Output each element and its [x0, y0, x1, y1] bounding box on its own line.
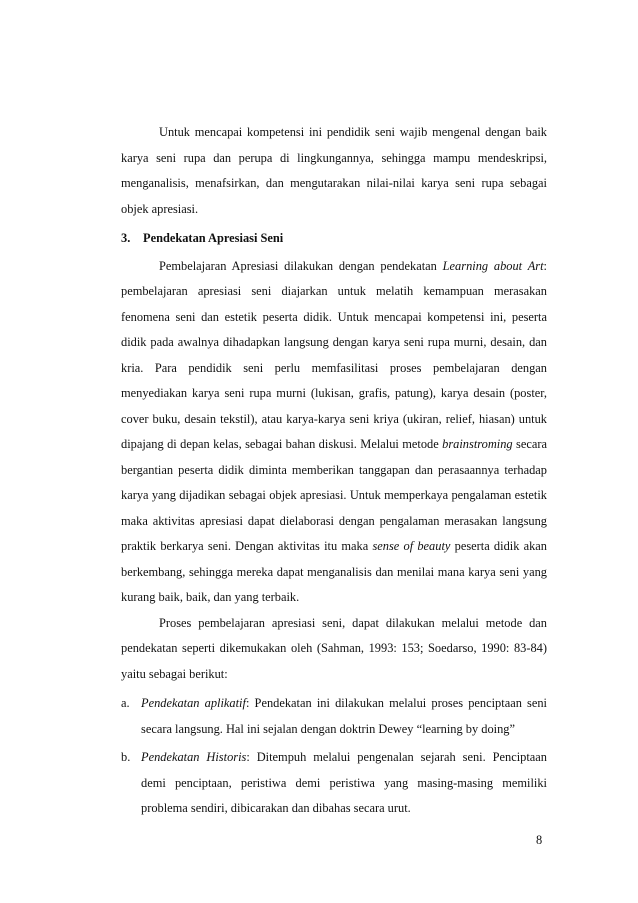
list-marker: a.	[121, 696, 130, 710]
intro-paragraph: Untuk mencapai kompetensi ini pendidik seni wajib mengenal dengan baik karya seni rupa dan perupa di lingkungannya, sehingga mampu mendeskripsi, menganalisis, menafsirkan, dan mengutarakan nilai-nilai karya seni rupa sebagai objek apresiasi.	[121, 125, 547, 216]
section-paragraph-1	[121, 254, 547, 611]
paragraph-text: secara bergantian peserta didik diminta memberikan tanggapan dan perasaannya terhadap karya yang dijadikan sebagai objek apresiasi. Untuk memperkaya pengalaman estetik maka aktivitas apresiasi dapat dielaborasi dengan pengalaman merasakan langsung praktik berkarya seni. Dengan aktivitas itu maka	[121, 437, 547, 553]
list-marker: b.	[121, 750, 131, 764]
list-item-text	[141, 745, 547, 822]
list-item-term: Pendekatan aplikatif	[141, 696, 246, 710]
list-item-description: : Ditempuh melalui pengenalan sejarah seni. Penciptaan demi penciptaan, peristiwa demi peristiwa yang masing-masing memiliki problema sendiri, dibicarakan dan dibahas secara urut.	[141, 750, 547, 815]
list-item-term: Pendekatan Historis	[141, 750, 247, 764]
paragraph-text: : pembelajaran apresiasi seni diajarkan untuk melatih kemampuan merasakan fenomena seni dan estetik peserta didik. Untuk mencapai kompetensi ini, peserta didik pada awalnya dihadapkan langsung dengan karya seni rupa murni, desain, dan kria. Para pendidik seni perlu memfasilitasi proses pembelajaran dengan menyediakan karya seni rupa murni (lukisan, grafis, patung), karya desain (poster, cover buku, desain tekstil), atau karya-karya seni kriya (ukiran, relief, hiasan) untuk dipajang di depan kelas, sebagai bahan diskusi. Melalui metode	[121, 258, 547, 451]
section-number: 3.	[121, 231, 131, 245]
page-number: 8	[536, 833, 543, 847]
section-title: Pendekatan Apresiasi Seni	[143, 231, 284, 245]
list-item	[121, 691, 547, 742]
list-item-text	[141, 691, 547, 742]
approach-list	[121, 691, 547, 822]
emphasis-learning-about-art: Learning about Art	[442, 258, 544, 273]
list-item-description: : Pendekatan ini dilakukan melalui proses penciptaan seni secara langsung. Hal ini sejalan dengan doktrin Dewey “learning by doing”	[141, 696, 548, 736]
paragraph-text: Pembelajaran Apresiasi dilakukan dengan pendekatan	[159, 258, 443, 273]
section-paragraph-2: Proses pembelajaran apresiasi seni, dapat dilakukan melalui metode dan pendekatan seperti dikemukakan oleh (Sahman, 1993: 153; Soedarso, 1990: 83-84) yaitu sebagai berikut:	[121, 615, 547, 681]
emphasis-brainstroming: brainstroming	[442, 437, 513, 451]
paragraph-text: peserta didik akan berkembang, sehingga mereka dapat menganalisis dan menilai mana karya seni yang kurang baik, baik, dan yang terbaik.	[121, 539, 548, 604]
page-body	[121, 120, 547, 822]
section-heading	[121, 226, 547, 252]
emphasis-sense-of-beauty: sense of beauty	[372, 539, 451, 553]
list-item	[121, 745, 547, 822]
